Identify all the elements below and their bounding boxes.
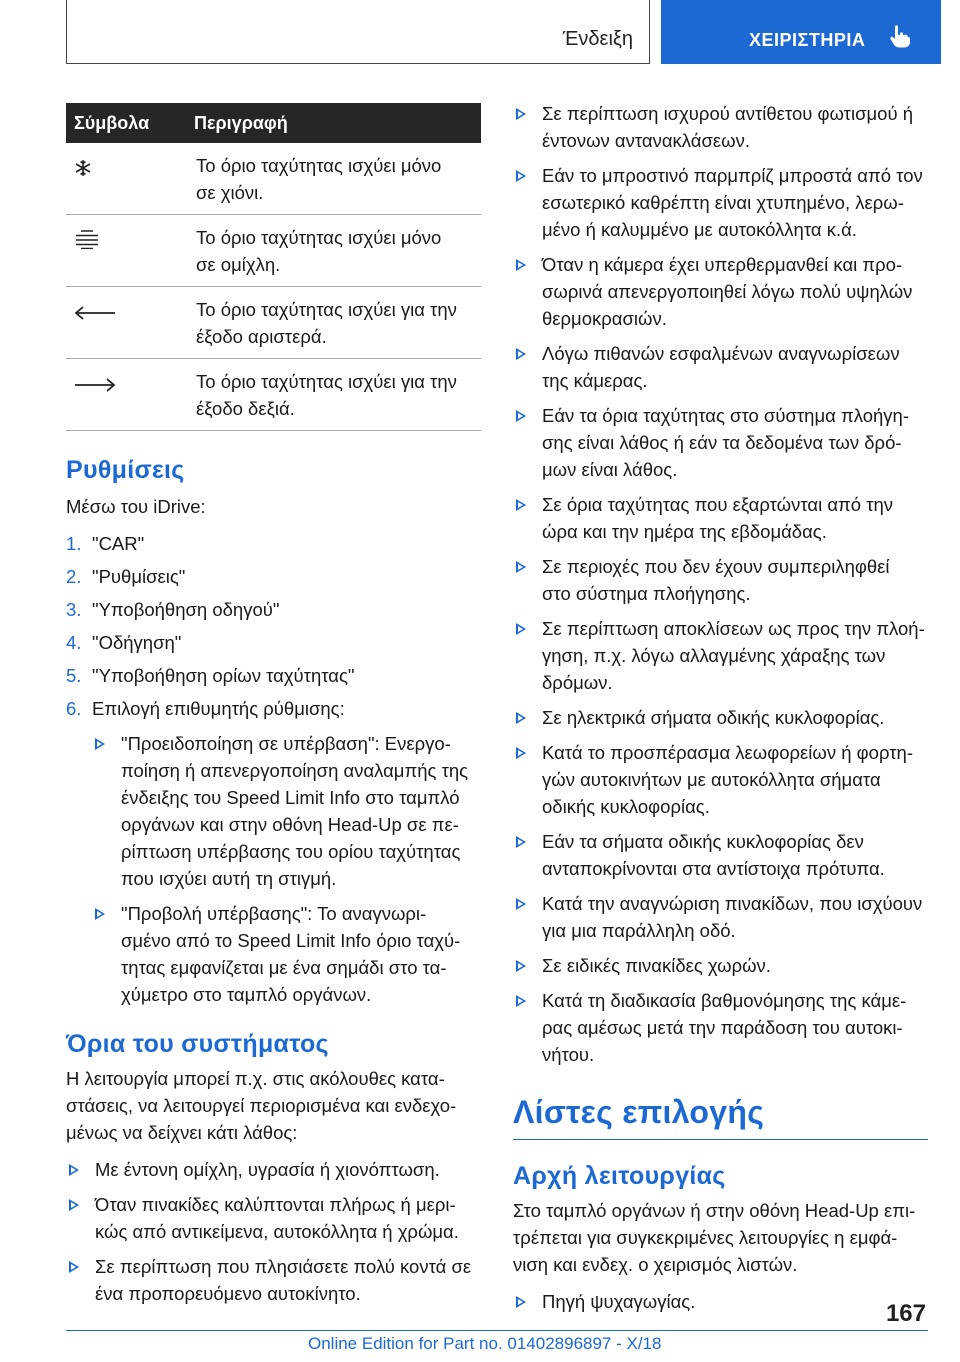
list-item: Σε περίπτωση που πλησιάσετε πολύ κοντά σε ένα προπορευόμενο αυτοκίνητο. — [66, 1253, 481, 1307]
list-item: "Προειδοποίηση σε υπέρβαση": Ενεργο- ποίηση ή απενεργοποίηση αναλαμπής της ένδειξης του Speed Limit Info στο ταμπλό οργάνων και στην οθόνη Head-Up σε πε- ρίπτωση υπέρβασης του ορίου ταχύτητας που ισχύει αυτή τη στιγμή. — [92, 730, 481, 892]
list-item: Κατά την αναγνώριση πινακίδων, που ισχύουν για μια παράλληλη οδό. — [513, 890, 928, 944]
settings-sub-options — [92, 730, 481, 1008]
list-item: Όταν πινακίδες καλύπτονται πλήρως ή μερι- κώς από αντικείμενα, αυτοκόλλητα ή χρώμα. — [66, 1191, 481, 1245]
list-item: Σε ηλεκτρικά σήματα οδικής κυκλοφορίας. — [513, 704, 928, 731]
table-header-description: Περιγραφή — [184, 103, 481, 143]
table-row: Το όριο ταχύτητας ισχύει μόνο σε ομίχλη. — [66, 215, 481, 287]
list-item: Κατά τη διαδικασία βαθμονόμησης της κάμε- ρας αμέσως μετά την παράδοση του αυτοκι- νήτου. — [513, 987, 928, 1068]
list-item: Σε περίπτωση ισχυρού αντίθετου φωτισμού ή έντονων αντανακλάσεων. — [513, 100, 928, 154]
list-item: 1. "CAR" — [66, 533, 145, 554]
bullet-triangle-icon — [516, 499, 526, 511]
bullet-triangle-icon — [516, 960, 526, 972]
list-item: Λόγω πιθανών εσφαλμένων αναγνωρίσεων της κάμερας. — [513, 340, 928, 394]
list-item: Κατά το προσπέρασμα λεωφορείων ή φορτη- γών αυτοκινήτων με αυτοκόλλητα σήματα οδικής κυκλοφορίας. — [513, 739, 928, 820]
selection-lists-items — [513, 1288, 928, 1315]
bullet-triangle-icon — [95, 908, 105, 920]
bullet-triangle-icon — [516, 108, 526, 120]
list-item: "Προβολή υπέρβασης": Το αναγνωρι- σμένο από το Speed Limit Info όριο ταχύ- τητας εμφανίζεται με ένα σημάδι στο τα- χύμετρο στο ταμπλό οργάνων. — [92, 900, 481, 1008]
bullet-triangle-icon — [516, 348, 526, 360]
list-item: 6. Επιλογή επιθυμητής ρύθμισης: — [66, 698, 345, 719]
principle-intro: Στο ταμπλό οργάνων ή στην οθόνη Head-Up επι- τρέπεται για συγκεκριμένες λειτουργίες η εμφά- νιση και ενδεχ. ο χειρισμός λιστών. — [513, 1200, 916, 1275]
list-item: Εάν τα όρια ταχύτητας στο σύστημα πλοήγη- σης είναι λάθος ή εάν τα δεδομένα των δρό- μων είναι λάθος. — [513, 402, 928, 483]
limits-heading: Όρια του συστήματος — [66, 1030, 329, 1058]
table-row: Το όριο ταχύτητας ισχύει για την έξοδο αριστερά. — [66, 287, 481, 359]
limits-intro: Η λειτουργία μπορεί π.χ. στις ακόλουθες κατα- στάσεις, να λειτουργεί περιορισμένα και ενδεχο- μένως να δείχνει κάτι λάθος: — [66, 1068, 457, 1143]
bullet-triangle-icon — [516, 898, 526, 910]
header-frame — [66, 0, 650, 64]
left-column — [66, 103, 481, 1315]
arrow-left-icon — [74, 305, 116, 321]
bullet-triangle-icon — [516, 561, 526, 573]
limits-list-right — [513, 100, 928, 1068]
list-item: Όταν η κάμερα έχει υπερθερμανθεί και προ- σωρινά απενεργοποιηθεί λόγω πολύ υψηλών θερμοκρασιών. — [513, 251, 928, 332]
list-item: Σε περίπτωση αποκλίσεων ως προς την πλοή- γηση, π.χ. λόγω αλλαγμένης χάραξης των δρόμων. — [513, 615, 928, 696]
principle-heading: Αρχή λειτουργίας — [513, 1162, 726, 1190]
footer-divider — [66, 1330, 928, 1331]
bullet-triangle-icon — [69, 1199, 79, 1211]
bullet-triangle-icon — [516, 1296, 526, 1308]
list-item: Με έντονη ομίχλη, υγρασία ή χιονόπτωση. — [66, 1156, 481, 1183]
fog-icon — [74, 229, 100, 249]
table-row: Το όριο ταχύτητας ισχύει μόνο σε χιόνι. — [66, 143, 481, 215]
bullet-triangle-icon — [69, 1164, 79, 1176]
list-item: 5. "Υποβοήθηση ορίων ταχύτητας" — [66, 665, 355, 686]
arrow-right-icon — [74, 377, 116, 393]
list-item: Πηγή ψυχαγωγίας. — [513, 1288, 928, 1315]
bullet-triangle-icon — [516, 836, 526, 848]
bullet-triangle-icon — [95, 738, 105, 750]
list-item: 3. "Υποβοήθηση οδηγού" — [66, 599, 280, 620]
section-title: Ένδειξη — [562, 28, 633, 50]
selection-lists-heading: Λίστες επιλογής — [513, 1094, 928, 1140]
list-item: 4. "Οδήγηση" — [66, 632, 182, 653]
table-row: Το όριο ταχύτητας ισχύει για την έξοδο δεξιά. — [66, 359, 481, 431]
list-item: Σε περιοχές που δεν έχουν συμπεριληφθεί στο σύστημα πλοήγησης. — [513, 553, 928, 607]
bullet-triangle-icon — [516, 259, 526, 271]
snowflake-icon — [74, 159, 92, 177]
page-number: 167 — [885, 1300, 926, 1327]
bullet-triangle-icon — [516, 712, 526, 724]
table-header-symbols: Σύμβολα — [66, 103, 184, 143]
right-column — [513, 100, 928, 1323]
limits-list-left — [66, 1156, 481, 1307]
chapter-tab[interactable] — [661, 0, 941, 64]
list-item: Εάν το μπροστινό παρμπρίζ μπροστά από τον εσωτερικό καθρέπτη είναι χτυπημένο, λερω- μένο ή καλυμμένο με αυτοκόλλητα κ.ά. — [513, 162, 928, 243]
symbols-table — [66, 103, 481, 431]
settings-intro: Μέσω του iDrive: — [66, 496, 206, 517]
list-item: 2. "Ρυθμίσεις" — [66, 566, 186, 587]
bullet-triangle-icon — [516, 170, 526, 182]
bullet-triangle-icon — [516, 747, 526, 759]
bullet-triangle-icon — [516, 623, 526, 635]
bullet-triangle-icon — [516, 995, 526, 1007]
hand-pointer-icon — [889, 24, 911, 48]
list-item: Σε ειδικές πινακίδες χωρών. — [513, 952, 928, 979]
list-item: Εάν τα σήματα οδικής κυκλοφορίας δεν ανταποκρίνονται στα αντίστοιχα πρότυπα. — [513, 828, 928, 882]
bullet-triangle-icon — [69, 1261, 79, 1273]
chapter-label: ΧΕΙΡΙΣΤΗΡΙΑ — [749, 30, 866, 50]
footer-edition: Online Edition for Part no. 01402896897 - X/18 — [308, 1334, 662, 1353]
bullet-triangle-icon — [516, 410, 526, 422]
settings-heading: Ρυθμίσεις — [66, 456, 185, 484]
settings-steps — [66, 530, 481, 722]
list-item: Σε όρια ταχύτητας που εξαρτώνται από την ώρα και την ημέρα της εβδομάδας. — [513, 491, 928, 545]
